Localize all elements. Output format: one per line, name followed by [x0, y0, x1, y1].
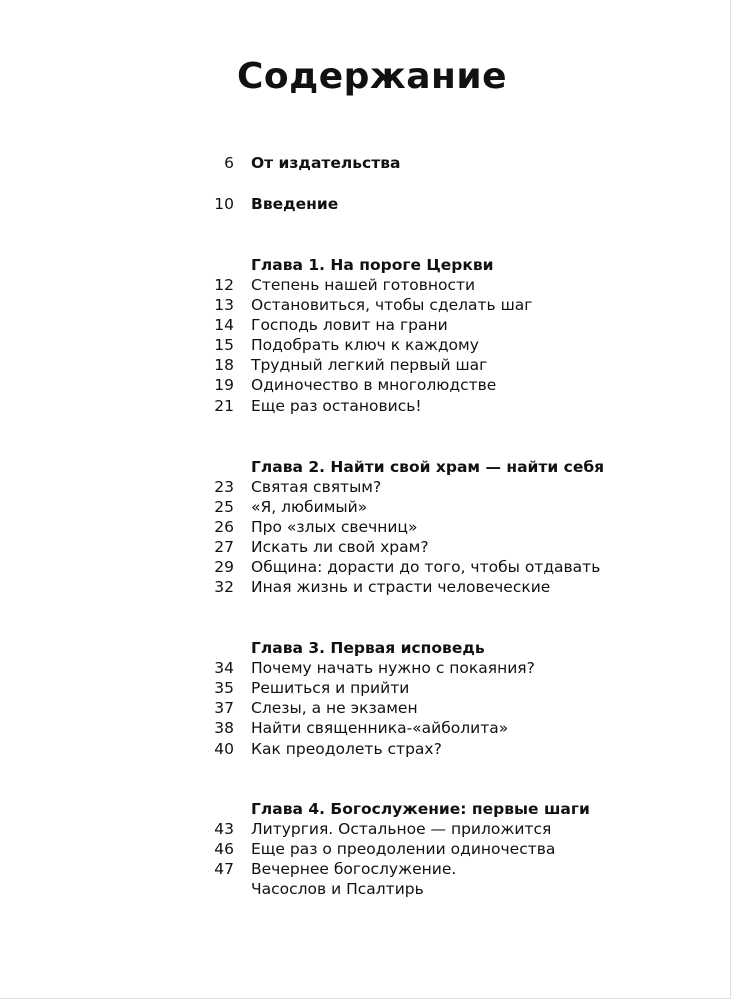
- toc-entry: [0, 819, 732, 839]
- toc-entry-continuation: [0, 879, 732, 899]
- toc-page-number: 29: [214, 558, 234, 576]
- toc-entry: [0, 315, 732, 335]
- toc-page-number: 46: [214, 840, 234, 858]
- toc-page-number: 6: [224, 154, 234, 172]
- toc-entry: [0, 739, 732, 759]
- toc-entry-title: Вечернее богослужение.: [251, 860, 457, 878]
- toc-entry-title: Литургия. Остальное — приложится: [251, 820, 552, 838]
- toc-page-number: 38: [214, 719, 234, 737]
- toc-page-number: 21: [214, 397, 234, 415]
- toc-page-number: 15: [214, 336, 234, 354]
- toc-page-number: 23: [214, 478, 234, 496]
- toc-entry-title: Решиться и прийти: [251, 679, 410, 697]
- toc-entry: [0, 839, 732, 859]
- toc-entry: [0, 577, 732, 597]
- toc-entry: [0, 497, 732, 517]
- toc-entry: [0, 335, 732, 355]
- toc-page-number: 25: [214, 498, 234, 516]
- toc-entry: [0, 698, 732, 718]
- chapter-heading: [0, 255, 732, 275]
- toc-page-number: 19: [214, 376, 234, 394]
- chapter-heading-text: Глава 3. Первая исповедь: [251, 639, 485, 657]
- toc-page-number: 37: [214, 699, 234, 717]
- toc-entry-title: Степень нашей готовности: [251, 276, 476, 294]
- toc-entry-title: Слезы, а не экзамен: [251, 699, 418, 717]
- chapter-heading-text: Глава 1. На пороге Церкви: [251, 256, 494, 274]
- toc-page-number: 43: [214, 820, 234, 838]
- toc-page-number: 27: [214, 538, 234, 556]
- toc-entry-title: От издательства: [251, 154, 401, 172]
- toc-entry-title: Одиночество в многолюдстве: [251, 376, 497, 394]
- toc-entry: [0, 153, 732, 173]
- toc-entry: [0, 194, 732, 214]
- toc-page-number: 10: [214, 195, 234, 213]
- toc-entry-title: Еще раз остановись!: [251, 397, 422, 415]
- toc-entry: [0, 355, 732, 375]
- toc-entry: [0, 557, 732, 577]
- toc-entry: [0, 678, 732, 698]
- toc-page-number: 40: [214, 740, 234, 758]
- toc-entry-title: Святая святым?: [251, 478, 382, 496]
- toc-page-number: 12: [214, 276, 234, 294]
- chapter-heading: [0, 638, 732, 658]
- toc-entry: [0, 517, 732, 537]
- page-title: Содержание: [236, 56, 508, 97]
- toc-entry-title: Еще раз о преодолении одиночества: [251, 840, 556, 858]
- toc-entry-title: «Я, любимый»: [251, 498, 368, 516]
- toc-entry-title: Про «злых свечниц»: [251, 518, 418, 536]
- toc-page-number: 18: [214, 356, 234, 374]
- toc-page-number: 26: [214, 518, 234, 536]
- toc-page-number: 32: [214, 578, 234, 596]
- toc-entry-title: Община: дорасти до того, чтобы отдавать: [251, 558, 601, 576]
- toc-entry-title: Остановиться, чтобы сделать шаг: [251, 296, 533, 314]
- toc-entry-title: Искать ли свой храм?: [251, 538, 429, 556]
- toc-page-number: 13: [214, 296, 234, 314]
- chapter-heading: [0, 799, 732, 819]
- toc-entry-title: Трудный легкий первый шаг: [251, 356, 488, 374]
- toc-page-number: 34: [214, 659, 234, 677]
- toc-page-number: 47: [214, 860, 234, 878]
- toc-entry: [0, 477, 732, 497]
- toc-entry-title: Почему начать нужно с покаяния?: [251, 659, 535, 677]
- toc-entry: [0, 859, 732, 879]
- toc-page-number: 14: [214, 316, 234, 334]
- toc-entry: [0, 375, 732, 395]
- toc-entry: [0, 396, 732, 416]
- toc-entry-title: Введение: [251, 195, 339, 213]
- toc-entry: [0, 275, 732, 295]
- toc-entry-title: Найти священника-«айболита»: [251, 719, 509, 737]
- toc-entry-title: Как преодолеть страх?: [251, 740, 442, 758]
- toc-entry-title: Господь ловит на грани: [251, 316, 448, 334]
- toc-entry-title: Подобрать ключ к каждому: [251, 336, 479, 354]
- toc-entry: [0, 718, 732, 738]
- chapter-heading: [0, 457, 732, 477]
- toc-entry: [0, 537, 732, 557]
- chapter-heading-text: Глава 2. Найти свой храм — найти себя: [251, 458, 605, 476]
- chapter-heading-text: Глава 4. Богослужение: первые шаги: [251, 800, 590, 818]
- toc-page-number: 35: [214, 679, 234, 697]
- toc-entry: [0, 295, 732, 315]
- toc-entry: [0, 658, 732, 678]
- toc-entry-title: Иная жизнь и страсти человеческие: [251, 578, 551, 596]
- toc-entry-title-continuation: Часослов и Псалтирь: [251, 880, 424, 898]
